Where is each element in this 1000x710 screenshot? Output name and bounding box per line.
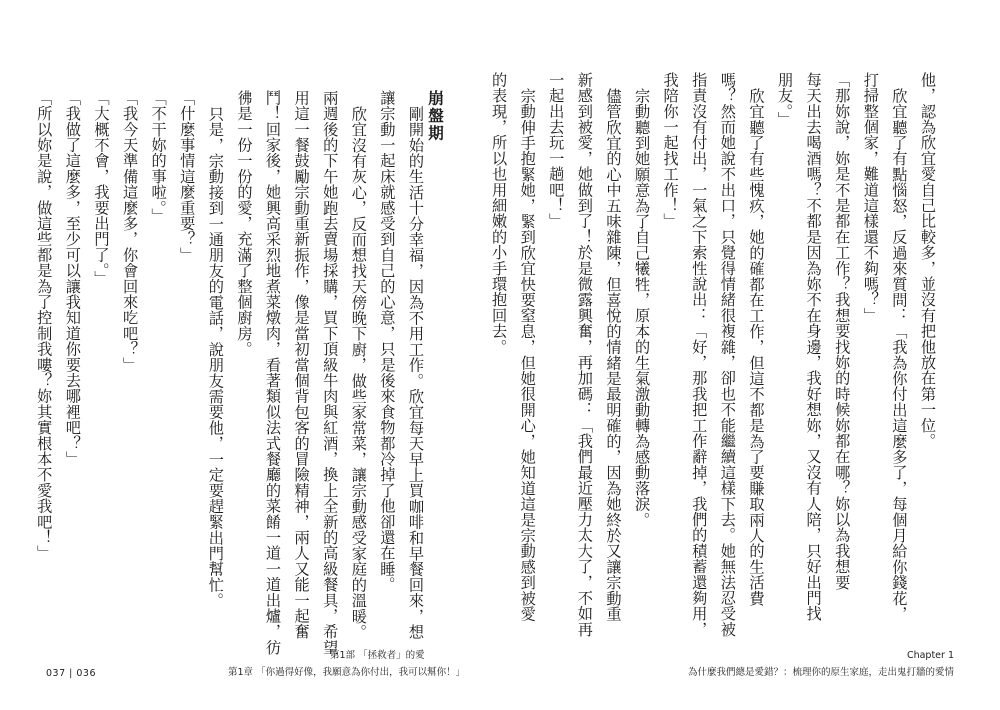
paragraph: 每天出去喝酒嗎？不都是因為妳不在身邊，我好想妳，又沒有人陪，只好出門找	[804, 72, 823, 622]
paragraph: 兩週後的下午她跑去賣場採購，買下頂級牛肉與紅酒，換上全新的高級餐具，希望	[321, 90, 340, 656]
dialogue-line: 「不干妳的事啦。」	[149, 90, 168, 224]
paragraph: 欣宜聽了有點惱怒，反過來質問：「我為你付出這麼多了，每個月給你錢花，	[890, 87, 909, 622]
paragraph: 的表現，所以也用細嫩的小手環抱回去。	[490, 72, 509, 355]
paragraph: 打掃整個家，難道這樣還不夠嗎？」	[861, 72, 880, 324]
paragraph: 一起出去玩一趟吧！」	[547, 72, 566, 229]
paragraph: 讓宗動一起床就感受到自己的心意，只是後來食物都冷掉了他卻還在睡。	[378, 90, 397, 593]
paragraph: 鬥！回家後，她興高采烈地煮菜燉肉，看著類似法式餐廳的菜餚一道一道出爐，彷	[264, 90, 283, 656]
paragraph: 宗動聽到她願意為了自己犧牲，原本的生氣激動轉為感動落淚。	[633, 87, 652, 528]
paragraph: 我陪你一起找工作！」	[661, 72, 680, 229]
right-page	[490, 0, 1000, 710]
dialogue-line: 「大概不會，我要出門了。」	[92, 90, 111, 287]
paragraph: 只是，宗動接到一通朋友的電話，說朋友需要他，一定要趕緊出門幫忙。	[206, 105, 225, 609]
chapter-title-left: 第1章 「你過得好像，我願意為你付出，我可以幫你！」	[228, 667, 466, 678]
dialogue-line: 「所以妳是說，做這些都是為了控制我嘍？妳其實根本不愛我吧！」	[35, 90, 54, 561]
dialogue-line: 「那妳說，妳是不是都在工作？我想要找妳的時候妳都在哪？妳以為我想要	[833, 72, 852, 591]
right-page-text	[490, 72, 942, 638]
section-title: 崩盤期	[426, 90, 444, 143]
paragraph: 欣宜沒有灰心，反而想找天傍晚下廚，做些家常菜，讓宗動感受家庭的溫暖。	[349, 105, 368, 640]
dialogue-line: 「我今天準備這麼多，你會回來吃吧？」	[121, 90, 140, 373]
chapter-title-right: 為什麼我們總是愛錯？：梳理你的原生家庭，走出鬼打牆的愛情	[687, 667, 954, 678]
chapter-label: Chapter 1	[906, 650, 954, 661]
dialogue-line: 「我做了這麼多，至少可以讓我知道你要去哪裡吧？」	[63, 90, 82, 467]
paragraph: 他，認為欣宜愛自己比較多，並沒有把他放在第一位。	[919, 72, 937, 449]
paragraph: 彿是一份一份的愛，充滿了整個廚房。	[235, 90, 254, 357]
page-folio: 037 | 036	[46, 668, 97, 679]
paragraph: 用這一餐鼓勵宗動重新振作，像是當初當個背包客的冒險精神，兩人又能一起奮	[292, 90, 311, 640]
part-title: 第1部 「拯救者」的愛	[330, 650, 425, 661]
dialogue-line: 「什麼事情這麼重要？」	[178, 90, 197, 263]
paragraph: 嗎？然而她說不出口，只覺得情緒很複雜，卻也不能繼續這樣下去。她無法忍受被	[718, 72, 737, 638]
paragraph: 指責沒有付出，一氣之下索性說出：「好，那我把工作辭掉，我們的積蓄還夠用，	[690, 72, 709, 638]
paragraph: 欣宜聽了有些愧疚，她的確都在工作，但這不都是為了要賺取兩人的生活費	[747, 87, 766, 607]
paragraph: 宗動伸手抱緊她，緊到欣宜快要窒息，但她很開心，她知道這是宗動感到被愛	[518, 87, 537, 622]
paragraph: 儘管欣宜的心中五味雜陳，但喜悅的情緒是最明確的，因為她終於又讓宗動重	[604, 87, 623, 622]
paragraph: 剛開始的生活十分幸福，因為不用工作。欣宜每天早上買咖啡和早餐回來，想	[407, 105, 425, 640]
paragraph: 朋友。」	[776, 72, 795, 128]
paragraph: 新感到被愛，她做到了！於是微露興奮，再加碼：「我們最近壓力太大了，不如再	[575, 72, 594, 638]
